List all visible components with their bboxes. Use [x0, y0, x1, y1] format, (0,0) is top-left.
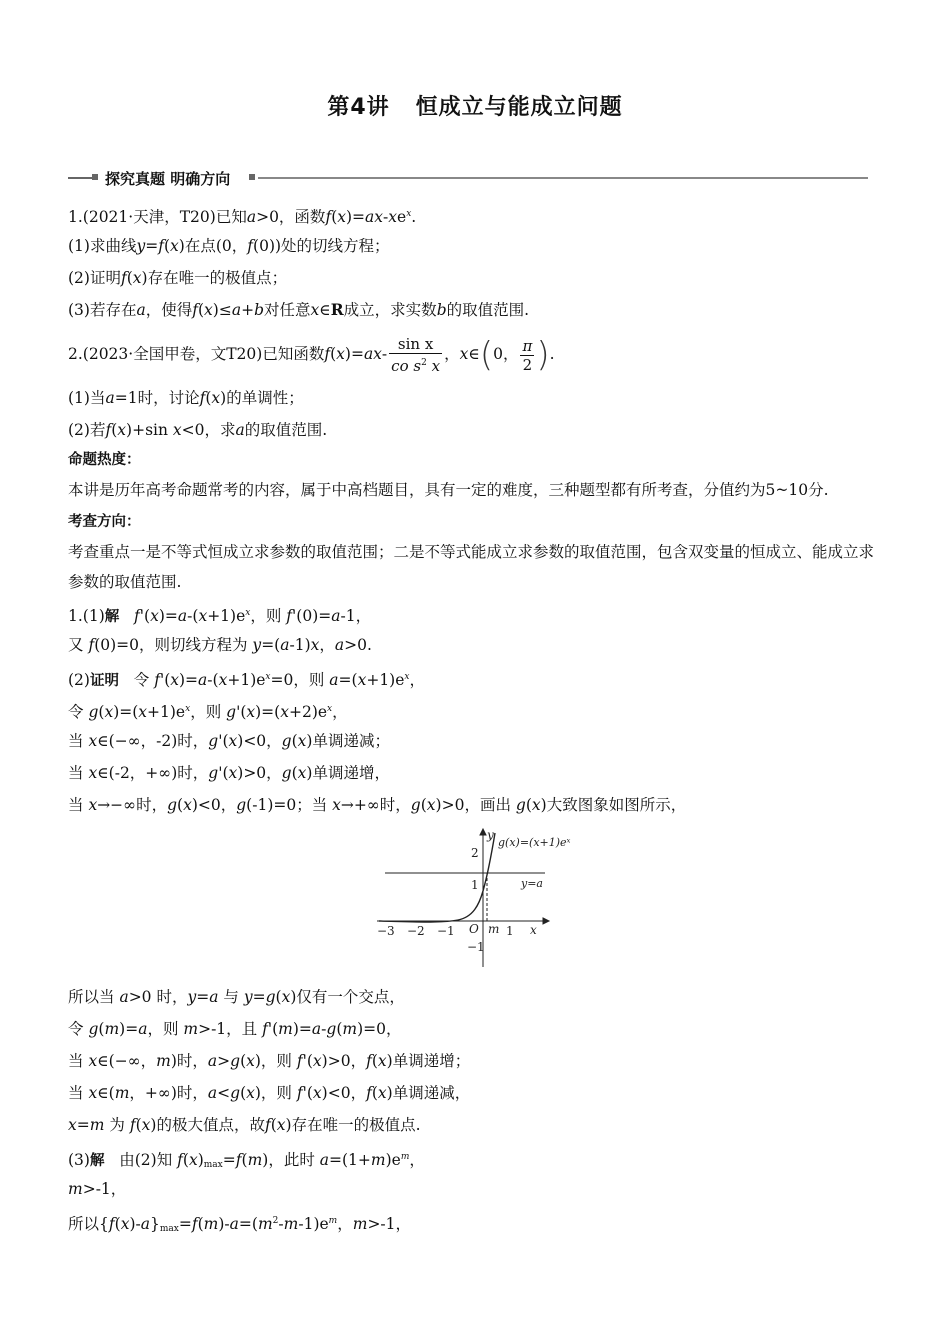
- direction-label: 考查方向：: [68, 514, 141, 530]
- x-tick: −2: [407, 924, 425, 938]
- direction-text: 考查重点一是不等式恒成立求参数的取值范围；二是不等式能成立求参数的取值范围，包含双变量的恒成立、能成立求参数的取值范围.: [68, 543, 875, 591]
- section-header: [68, 168, 868, 190]
- problem1-stem: 1.(2021·天津，T20)已知a>0，函数$f(x)=ax-xe^x$.: [68, 208, 417, 226]
- solution-2-line8: 当 x∈(−∞，m)时，a>g(x)，则 f'(x)>0，f(x)单调递增；: [68, 1052, 471, 1070]
- y-tick: −1: [467, 940, 485, 954]
- x-axis-arrow-icon: [543, 918, 549, 924]
- x-tick: −3: [377, 924, 395, 938]
- page-title: [0, 90, 950, 121]
- problem2-q1: (1)当a=1时，讨论f(x)的单调性；: [68, 389, 304, 407]
- solution-2-line3: 当 x∈(−∞，-2)时，g'(x)<0，g(x)单调递减；: [68, 732, 391, 750]
- solution-3-line3: 所以$\{f(x)-a\}_{max}=f(m)-a=(m^2-m-1)e^m$，m>-1，: [68, 1215, 412, 1234]
- line-label: y=a: [521, 877, 543, 890]
- solution-2-line5: 当 x→−∞时，g(x)<0，g(-1)=0；当 x→+∞时，g(x)>0，画出 g(x)大致图象如图所示，: [68, 796, 687, 814]
- heat-label: 命题热度：: [68, 452, 141, 468]
- problem1-q2: (2)证明f(x)存在唯一的极值点；: [68, 269, 288, 287]
- bullet-square-icon: [249, 174, 255, 180]
- lecture-topic: 恒成立与能成立问题: [415, 95, 623, 120]
- solution-2-line10: x=m 为 f(x)的极大值点，故f(x)存在唯一的极值点.: [68, 1116, 421, 1134]
- y-tick: 1: [471, 878, 479, 892]
- origin-label: O: [469, 922, 479, 936]
- m-label: m: [488, 922, 500, 936]
- x-axis-label: x: [530, 923, 537, 937]
- solution-2-line1: (2)证明 令 $f'(x)=a-(x+1)e^x=0$，则 $a=(x+1)e^x$，: [68, 671, 425, 689]
- bullet-square-icon: [92, 174, 98, 180]
- solution-2-line4: 当 x∈(-2，+∞)时，g'(x)>0，g(x)单调递增，: [68, 764, 391, 782]
- solution-3-line1: (3)解 由(2)知 $f(x)_{max}=f(m)$，此时 $a=(1+m)e^m$，: [68, 1151, 425, 1170]
- lecture-number: 第4讲: [327, 95, 390, 120]
- fraction: $\frac{\text{sin x}}{co s^2 x}$: [391, 335, 441, 375]
- problem2-stem: 2.(2023·全国甲卷，文T20)已知函数f(x)=ax- $\frac{\text{sin x}}{co s^2 x}$ ，x∈(0， $\frac{\pi}{2}$ ).: [68, 335, 555, 375]
- solution-2-line9: 当 x∈(m，+∞)时，a<g(x)，则 f'(x)<0，f(x)单调递减，: [68, 1084, 471, 1102]
- problem2-q2: (2)若f(x)+sin x<0，求a的取值范围.: [68, 421, 328, 439]
- solution-3-line2: m>-1，: [68, 1180, 127, 1198]
- section-title: 探究真题 明确方向: [105, 170, 231, 188]
- function-graph: [68, 827, 880, 979]
- solution-2-line7: 令 g(m)=a，则 m>-1，且 f'(m)=a-g(m)=0，: [68, 1020, 402, 1038]
- x-tick: −1: [437, 924, 455, 938]
- document-body: [68, 198, 880, 1237]
- y-axis-label: y: [487, 828, 494, 842]
- graph-svg: [373, 827, 583, 977]
- y-tick: 2: [471, 846, 479, 860]
- solution-1-line1: 1.(1)解 $f'(x)=a-(x+1)e^x$，则 f'(0)=a-1，: [68, 607, 372, 625]
- curve-label: g(x)=(x+1)eˣ: [498, 836, 571, 849]
- problem1-q1: (1)求曲线y=f(x)在点(0，f(0))处的切线方程；: [68, 237, 390, 255]
- problem1-q3: (3)若存在a，使得f(x)≤a+b对任意x∈R成立，求实数b的取值范围.: [68, 300, 530, 319]
- x-tick: 1: [506, 924, 514, 938]
- solution-2-line6: 所以当 a>0 时，y=a 与 y=g(x)仅有一个交点，: [68, 988, 405, 1006]
- solution-1-line2: 又 f(0)=0，则切线方程为 y=(a-1)x，a>0.: [68, 636, 372, 654]
- solution-2-line2: 令 $g(x)=(x+1)e^x$，则 $g'(x)=(x+2)e^x$，: [68, 703, 348, 721]
- heat-text: 本讲是历年高考命题常考的内容，属于中高档题目，具有一定的难度，三种题型都有所考查，分值约为5~10分.: [68, 481, 829, 499]
- y-axis-arrow-icon: [480, 829, 486, 835]
